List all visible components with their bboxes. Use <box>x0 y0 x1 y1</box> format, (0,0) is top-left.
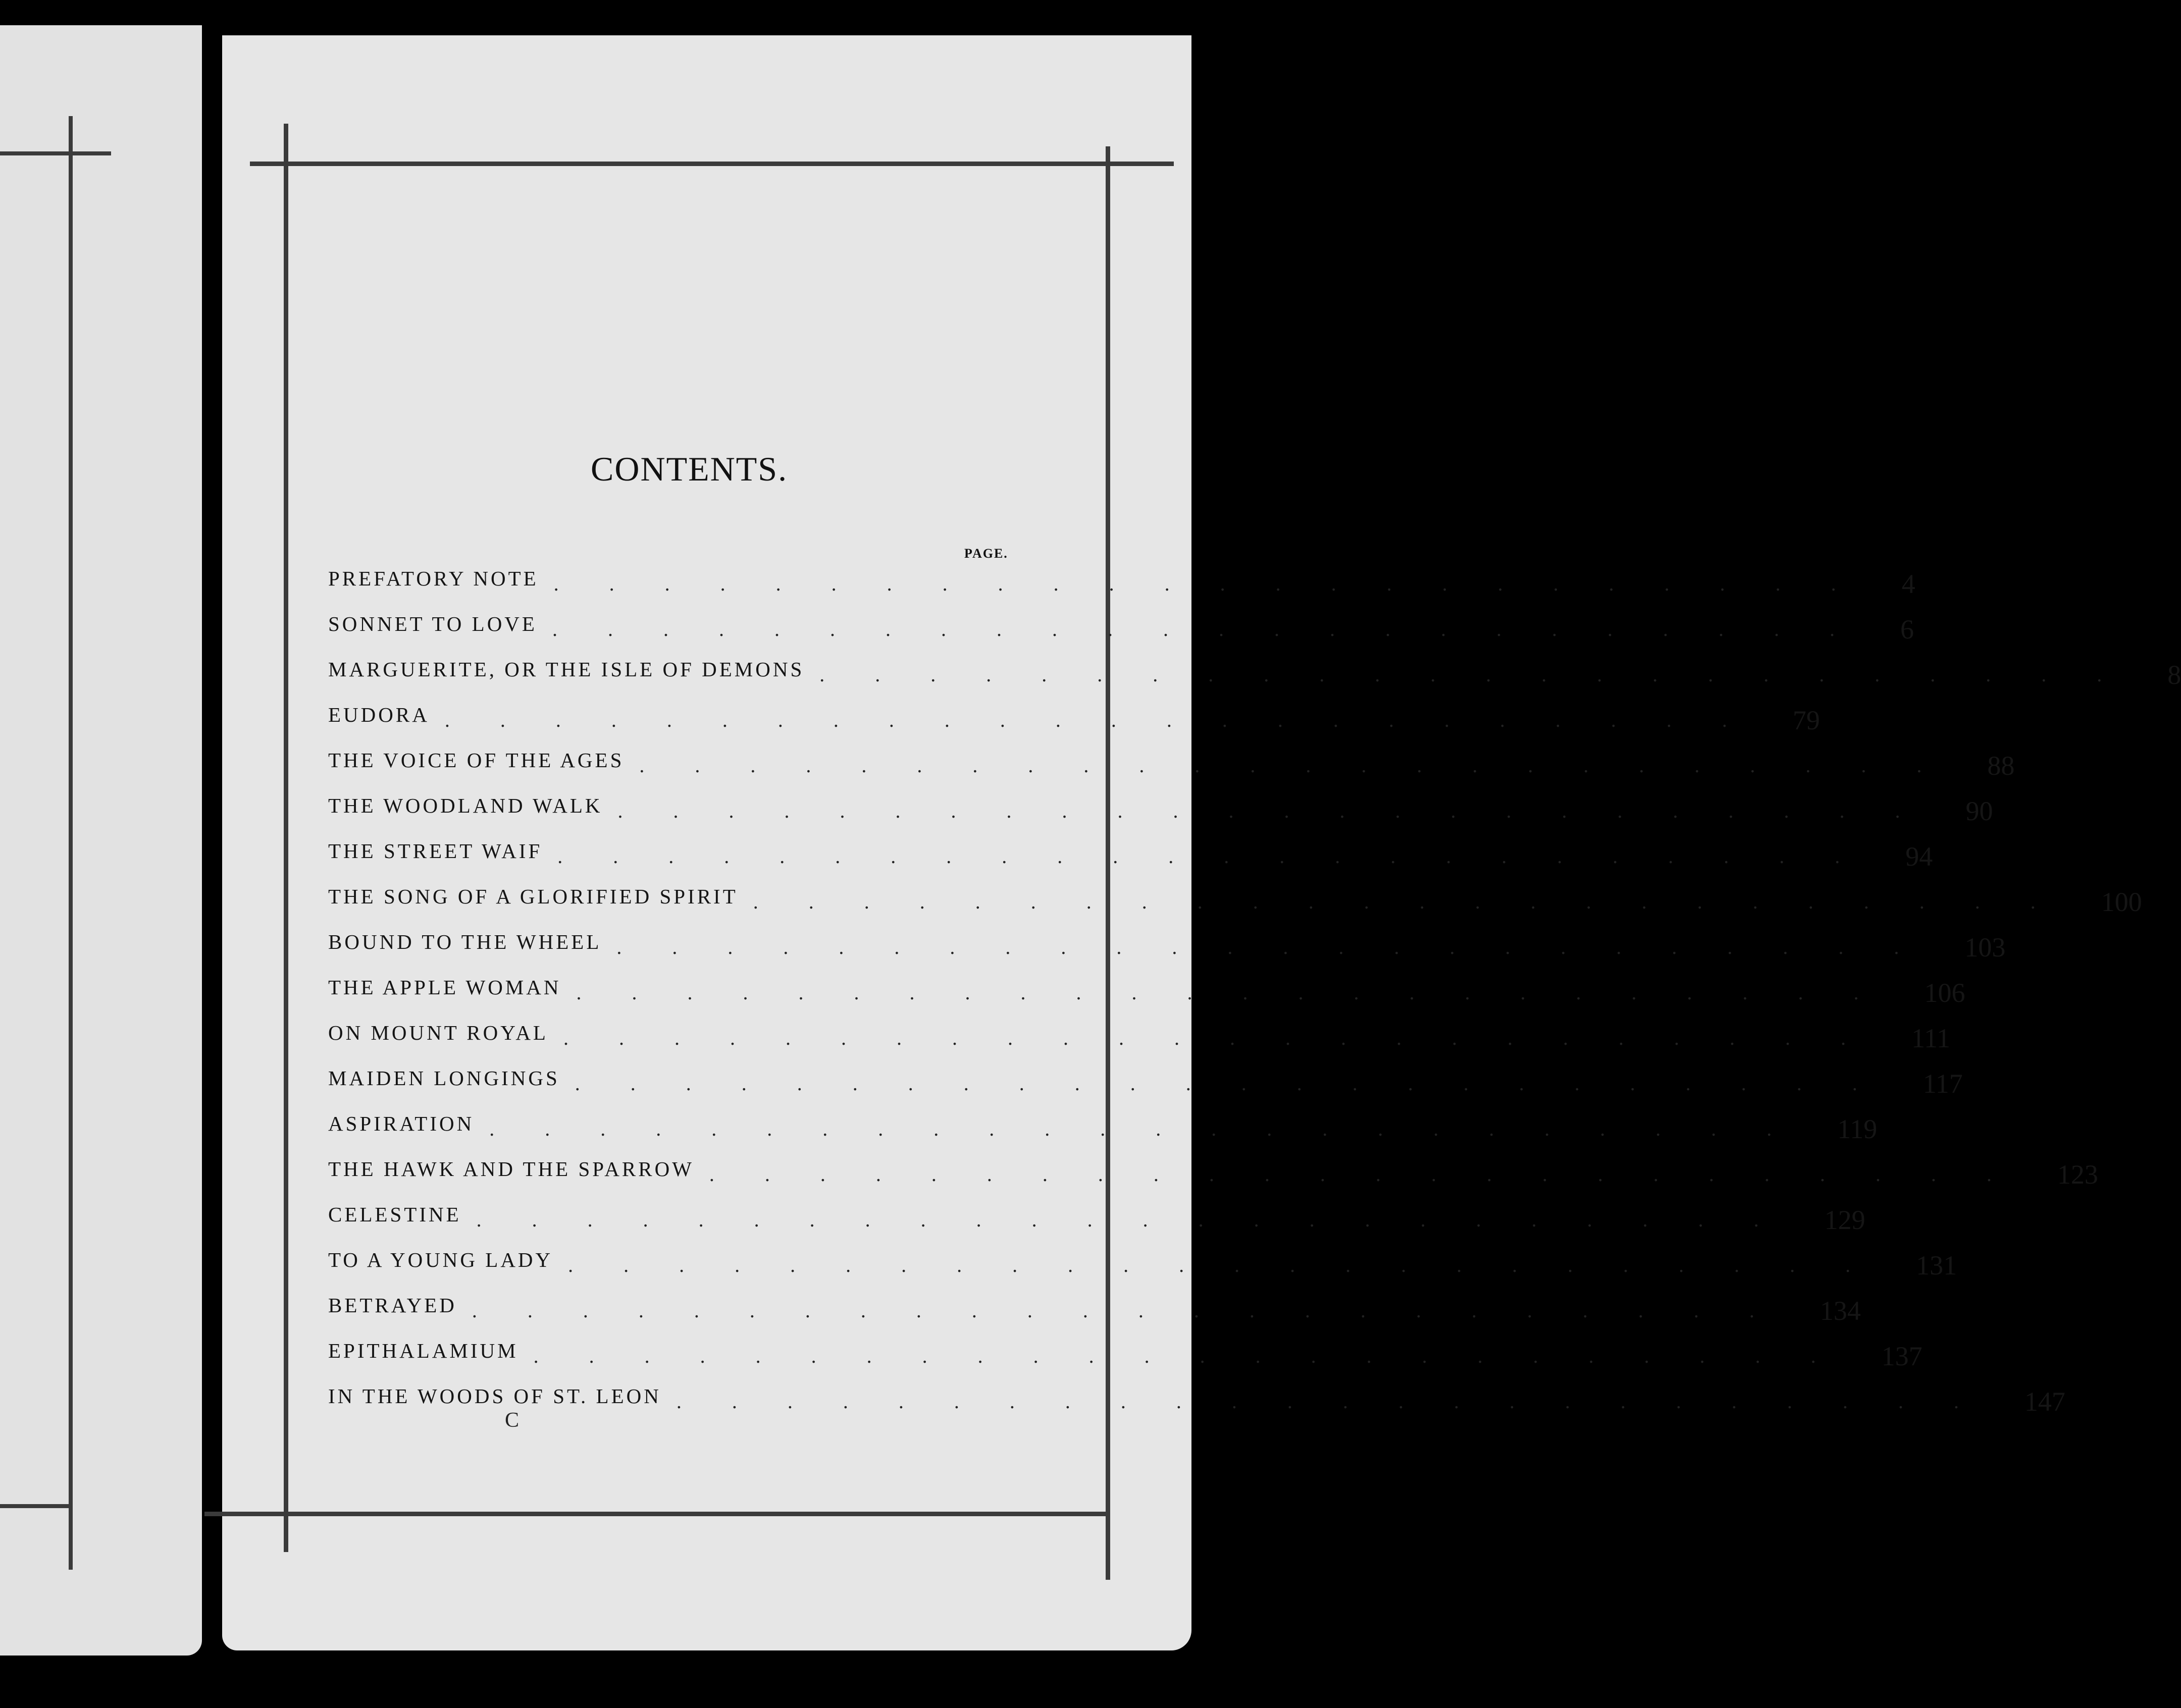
page-title: CONTENTS. <box>591 450 788 488</box>
toc-entry <box>328 1377 2065 1422</box>
toc-entry <box>328 786 1993 832</box>
leader-dots: ........................ <box>616 936 1950 958</box>
table-of-contents <box>328 559 2181 1422</box>
toc-entry-title: THE VOICE OF THE AGES <box>328 749 625 772</box>
toc-entry-page: 111 <box>1911 1023 1950 1053</box>
facing-page-bottom-rule <box>0 1504 71 1508</box>
toc-entry-title: THE SONG OF A GLORIFIED SPIRIT <box>328 885 738 908</box>
toc-entry-page: 137 <box>1881 1341 1923 1371</box>
toc-entry <box>328 559 1915 605</box>
toc-entry-page: 88 <box>1987 751 2015 781</box>
facing-page-vertical-rule <box>69 116 73 1570</box>
frame-left-rule <box>284 124 288 1552</box>
toc-entry-page: 100 <box>2101 887 2142 917</box>
leader-dots: ........................ <box>557 845 1891 868</box>
leader-dots: ........................ <box>639 754 1972 777</box>
leader-dots: ........................ <box>676 1390 2009 1413</box>
toc-entry <box>328 1013 1950 1059</box>
facing-page <box>0 25 202 1656</box>
toc-entry-title: BOUND TO THE WHEEL <box>328 930 602 953</box>
toc-entry <box>328 877 2142 923</box>
toc-entry <box>328 1059 1963 1104</box>
toc-entry-page: 90 <box>1965 796 1993 826</box>
leader-dots: ........................ <box>563 1027 1896 1049</box>
toc-entry-page: 79 <box>1792 705 1820 735</box>
signature-mark: C <box>505 1409 520 1432</box>
toc-entry <box>328 1286 1861 1331</box>
toc-entry-page: 134 <box>1820 1296 1861 1326</box>
toc-entry-title: MARGUERITE, OR THE ISLE OF DEMONS <box>328 658 805 681</box>
toc-entry-page: 147 <box>2024 1386 2065 1417</box>
toc-entry <box>328 1104 1878 1150</box>
toc-entry <box>328 1331 1923 1377</box>
toc-entry-title: THE APPLE WOMAN <box>328 976 561 999</box>
toc-entry <box>328 1241 1957 1286</box>
facing-page-top-rule <box>0 151 111 155</box>
toc-entry-title: SONNET TO LOVE <box>328 612 537 635</box>
toc-entry-page: 94 <box>1905 841 1933 872</box>
leader-dots: ........................ <box>575 1072 1908 1095</box>
leader-dots: ........................ <box>533 1345 1866 1367</box>
toc-entry-title: THE HAWK AND THE SPARROW <box>328 1157 694 1181</box>
toc-entry <box>328 605 1914 650</box>
toc-entry-title: EPITHALAMIUM <box>328 1339 518 1362</box>
toc-entry-page: 103 <box>1964 932 2006 963</box>
toc-entry-page: 131 <box>1916 1250 1957 1280</box>
toc-entry-title: PREFATORY NOTE <box>328 567 539 590</box>
leader-dots: ........................ <box>444 709 1778 731</box>
leader-dots: ........................ <box>552 618 1885 640</box>
toc-entry-title: THE STREET WAIF <box>328 839 543 863</box>
toc-entry <box>328 1150 2098 1195</box>
frame-bottom-rule <box>204 1512 1108 1516</box>
toc-entry <box>328 968 1965 1013</box>
toc-entry <box>328 923 2006 968</box>
leader-dots: ........................ <box>709 1163 2042 1186</box>
toc-entry <box>328 832 1933 877</box>
toc-entry-title: ON MOUNT ROYAL <box>328 1021 548 1044</box>
leader-dots: ........................ <box>489 1117 1823 1140</box>
toc-entry-title: CELESTINE <box>328 1203 461 1226</box>
toc-entry-page: 4 <box>1901 569 1915 599</box>
toc-entry-page: 6 <box>1900 614 1914 645</box>
toc-entry-page: 106 <box>1924 978 1965 1008</box>
toc-entry-page: 117 <box>1923 1069 1963 1099</box>
frame-top-rule <box>250 162 1174 166</box>
toc-entry-title: TO A YOUNG LADY <box>328 1248 553 1271</box>
leader-dots: ........................ <box>819 663 2153 686</box>
leader-dots: ........................ <box>753 890 2086 913</box>
toc-entry-title: MAIDEN LONGINGS <box>328 1066 560 1090</box>
leader-dots: ........................ <box>476 1208 1809 1231</box>
toc-entry-title: IN THE WOODS OF ST. LEON <box>328 1384 661 1408</box>
page-column-heading: PAGE. <box>964 546 1008 561</box>
toc-entry-page: 8 <box>2167 660 2181 690</box>
leader-dots: ........................ <box>472 1299 1805 1322</box>
toc-entry-page: 119 <box>1837 1114 1878 1144</box>
toc-entry-title: BETRAYED <box>328 1294 457 1317</box>
leader-dots: ........................ <box>553 572 1887 595</box>
toc-entry-page: 123 <box>2057 1159 2098 1190</box>
leader-dots: ........................ <box>617 799 1951 822</box>
toc-entry-title: ASPIRATION <box>328 1112 475 1135</box>
toc-entry-title: THE WOODLAND WALK <box>328 794 603 817</box>
leader-dots: ........................ <box>576 981 1909 1004</box>
toc-entry <box>328 741 2015 786</box>
toc-entry-title: EUDORA <box>328 703 430 726</box>
toc-entry <box>328 696 1820 741</box>
leader-dots: ........................ <box>568 1254 1901 1276</box>
toc-entry-page: 129 <box>1824 1205 1865 1235</box>
toc-entry <box>328 1195 1865 1241</box>
toc-entry <box>328 650 2181 696</box>
